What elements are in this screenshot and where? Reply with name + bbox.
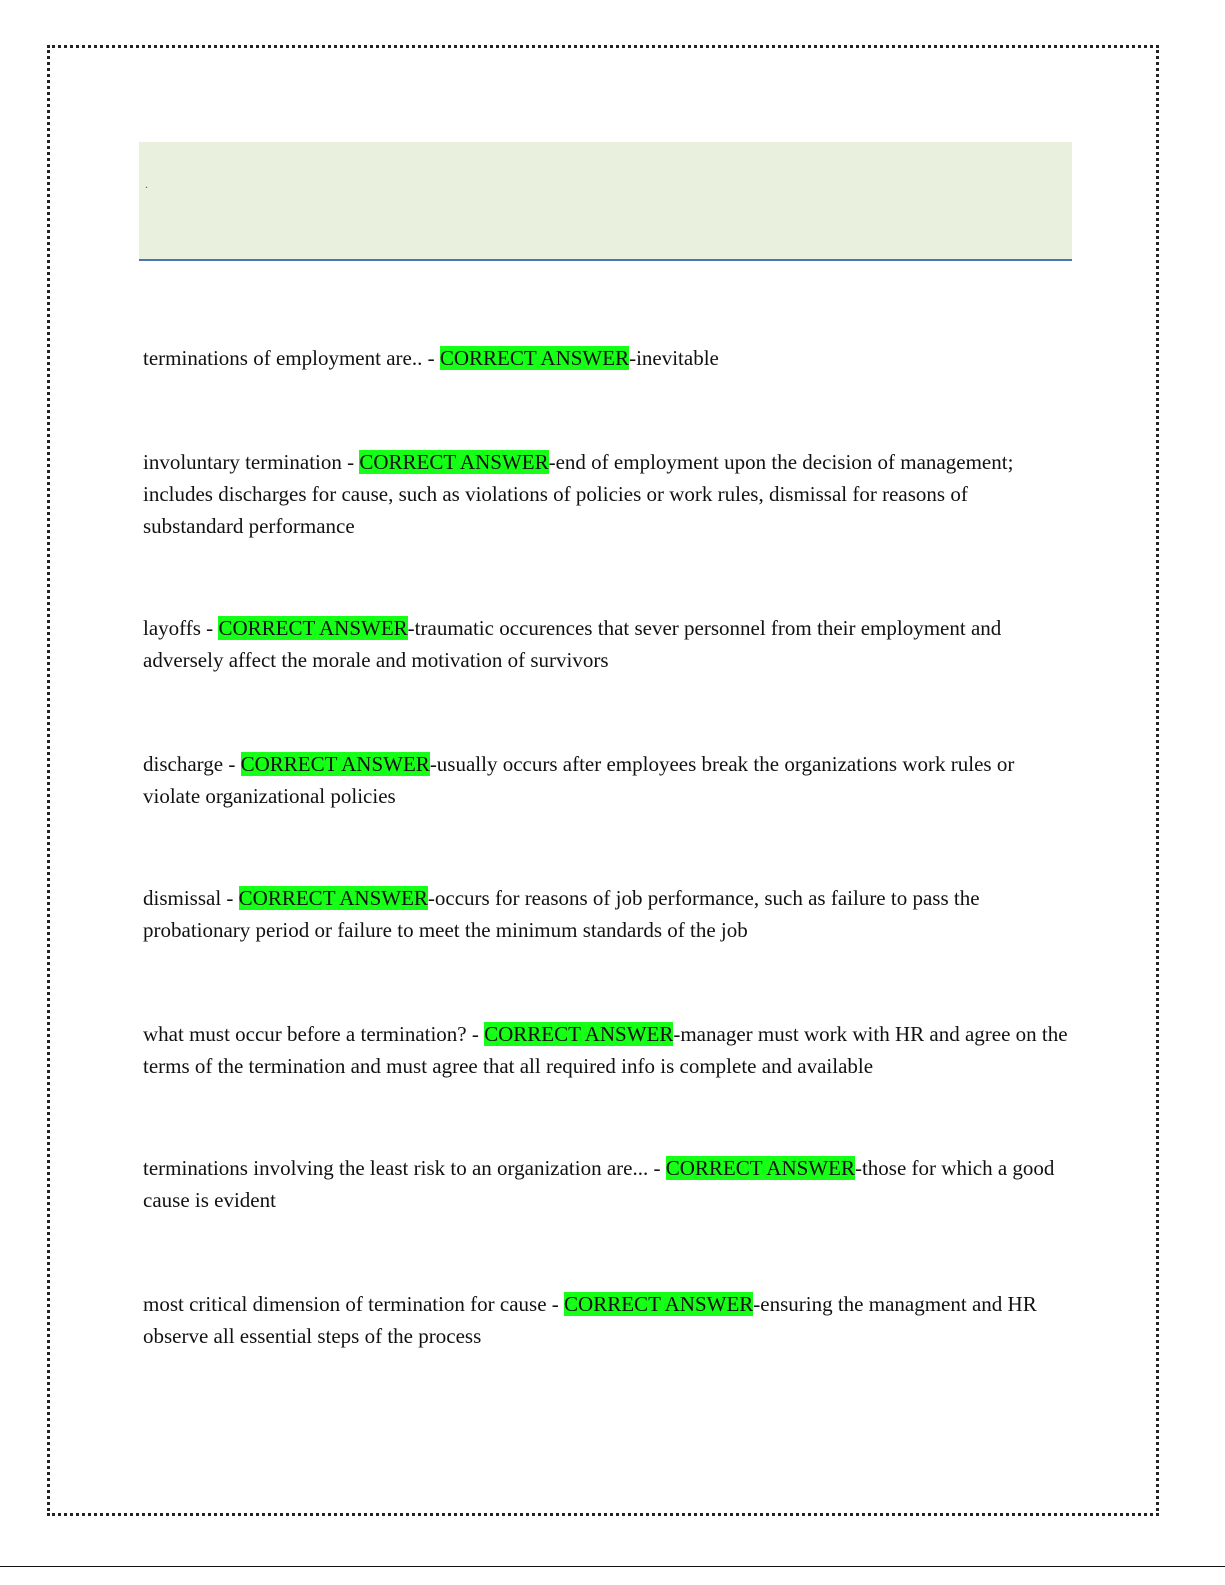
question-text: terminations of employment are.. - [143,346,440,370]
answer-text: -manager must work with HR and agree on the terms of the termination and must agree that all required info is complete and available [143,1022,1068,1078]
correct-answer-marker: CORRECT ANSWER [665,1156,855,1180]
question-text: involuntary termination - [143,450,360,474]
question-text: what must occur before a termination? - [143,1022,485,1046]
question-text: most critical dimension of termination for cause - [143,1292,565,1316]
answer-text: -usually occurs after employees break the organizations work rules or violate organizational policies [143,752,1015,808]
qa-item-terminations [143,342,1073,374]
qa-item-discharge [143,748,1073,812]
question-text: layoffs - [143,616,219,640]
answer-text: -those for which a good cause is evident [143,1156,1055,1212]
header-band [139,142,1072,261]
qa-item-involuntary-termination [143,446,1073,542]
correct-answer-marker: CORRECT ANSWER [238,886,428,910]
qa-item-least-risk [143,1152,1073,1216]
qa-item-before-termination [143,1018,1073,1082]
correct-answer-marker: CORRECT ANSWER [484,1022,674,1046]
correct-answer-marker: CORRECT ANSWER [564,1292,754,1316]
bottom-rule [0,1566,1225,1567]
question-text: discharge - [143,752,241,776]
correct-answer-marker: CORRECT ANSWER [359,450,549,474]
answer-text: -ensuring the managment and HR observe all essential steps of the process [143,1292,1037,1348]
qa-item-layoffs [143,612,1073,676]
answer-text: -inevitable [629,346,719,370]
correct-answer-marker: CORRECT ANSWER [439,346,630,370]
correct-answer-marker: CORRECT ANSWER [240,752,430,776]
correct-answer-marker: CORRECT ANSWER [218,616,408,640]
qa-item-dismissal [143,882,1073,946]
answer-text: -traumatic occurences that sever personnel from their employment and adversely affect the morale and motivation of survivors [143,616,1002,672]
answer-text: -end of employment upon the decision of management; includes discharges for cause, such as violations of policies or work rules, dismissal for reasons of substandard performance [143,450,1014,538]
qa-item-critical-dimension [143,1288,1073,1352]
question-text: dismissal - [143,886,239,910]
header-dot: . [145,177,148,191]
question-text: terminations involving the least risk to an organization are... - [143,1156,666,1180]
answer-text: -occurs for reasons of job performance, such as failure to pass the probationary period or failure to meet the minimum standards of the job [143,886,980,942]
